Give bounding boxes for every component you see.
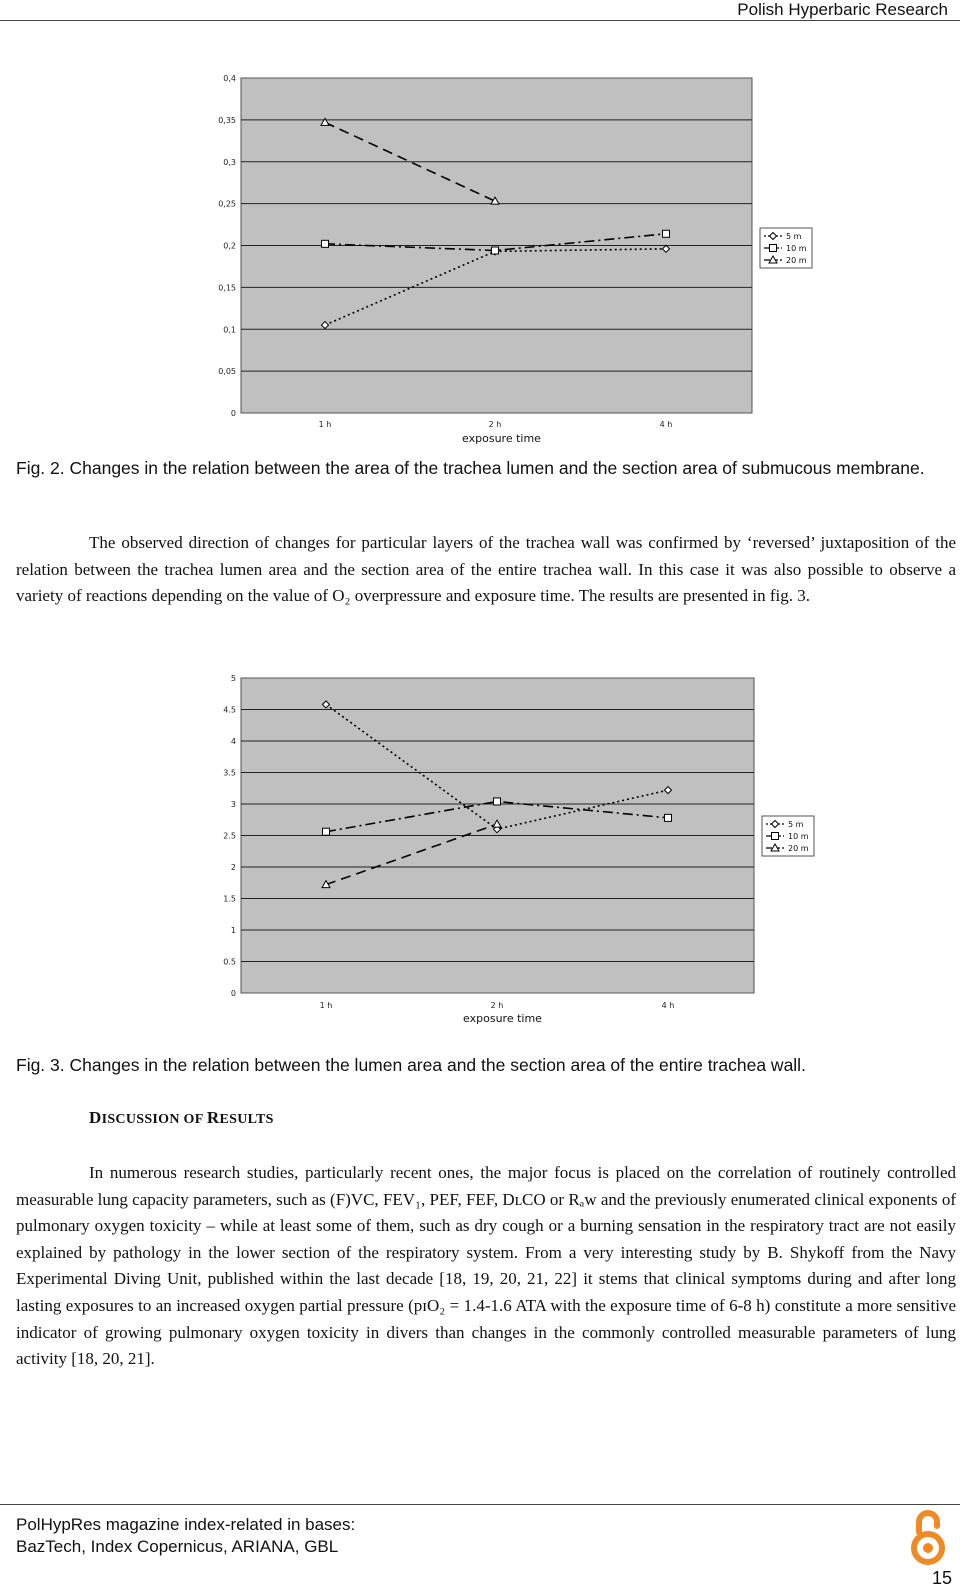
y-tick-label: 0 <box>230 989 236 998</box>
data-point <box>494 798 501 805</box>
y-tick-label: 4 <box>230 737 236 746</box>
legend-label: 20 m <box>788 844 809 853</box>
data-point <box>492 247 499 254</box>
y-tick-label: 1.5 <box>223 894 236 904</box>
journal-header: Polish Hyperbaric Research <box>737 0 948 19</box>
footer-line-1: PolHypRes magazine index-related in bases: <box>16 1515 356 1534</box>
header-rule <box>0 20 960 21</box>
x-tick-label: 1 h <box>318 420 332 429</box>
y-tick-label: 3.5 <box>223 768 236 778</box>
x-tick-label: 1 h <box>319 1001 333 1010</box>
legend-marker <box>770 245 777 252</box>
footer-line-2: BazTech, Index Copernicus, ARIANA, GBL <box>16 1537 339 1556</box>
y-tick-label: 0,35 <box>218 115 236 125</box>
legend-label: 5 m <box>786 232 802 241</box>
x-axis-label: exposure time <box>463 1012 542 1025</box>
fig3-chart <box>0 675 960 1045</box>
page-number: 15 <box>931 1568 952 1588</box>
paragraph-results: The observed direction of changes for particular layers of the trachea wall was confirmed by ‘reversed’ juxtaposition of the relation between the trachea lumen area and the section area of the entire trachea wall. In this case it was also possible to observe a variety of reactions depending on the value of O₂ overpressure and exposure time. The results are presented in fig. 3. <box>16 533 956 606</box>
y-tick-label: 1 <box>230 926 236 935</box>
heading-part: R <box>206 1108 220 1127</box>
data-point <box>663 230 670 237</box>
legend-label: 20 m <box>786 256 807 265</box>
x-tick-label: 4 h <box>661 1001 675 1010</box>
legend <box>762 816 814 856</box>
x-tick-label: 2 h <box>490 1001 504 1010</box>
heading-part: ISCUSSION OF <box>101 1112 207 1127</box>
legend-label: 10 m <box>786 244 807 253</box>
y-tick-label: 0,1 <box>223 325 236 335</box>
data-point <box>323 828 330 835</box>
footer-rule <box>0 1504 960 1505</box>
y-tick-label: 0,3 <box>223 157 236 167</box>
fig3-caption: Fig. 3. Changes in the relation between the lumen area and the section area of the entire trachea wall. <box>16 1055 806 1075</box>
y-tick-label: 0.5 <box>223 957 236 967</box>
legend-label: 10 m <box>788 832 809 841</box>
y-tick-label: 0,05 <box>218 367 236 377</box>
y-tick-label: 3 <box>230 800 236 809</box>
data-point <box>665 814 672 821</box>
y-tick-label: 0,4 <box>223 74 236 83</box>
y-tick-label: 2 <box>230 863 236 872</box>
y-tick-label: 5 <box>230 675 236 683</box>
x-tick-label: 2 h <box>488 420 502 429</box>
legend <box>760 228 812 268</box>
y-tick-label: 0,2 <box>223 241 236 251</box>
legend-label: 5 m <box>788 820 804 829</box>
open-access-icon <box>908 1508 948 1570</box>
heading-part: D <box>89 1108 102 1127</box>
y-tick-label: 0,25 <box>218 199 236 209</box>
data-point <box>322 240 329 247</box>
y-tick-label: 0,15 <box>218 283 236 293</box>
fig2-chart <box>0 70 960 455</box>
legend-marker <box>772 833 779 840</box>
y-tick-label: 4.5 <box>223 705 236 715</box>
y-tick-label: 0 <box>230 409 236 418</box>
x-tick-label: 4 h <box>659 420 673 429</box>
fig2-caption: Fig. 2. Changes in the relation between the area of the trachea lumen and the section area of submucous membrane. <box>16 458 925 478</box>
heading-part: ESULTS <box>219 1112 274 1127</box>
y-tick-label: 2.5 <box>223 831 236 841</box>
discussion-heading <box>89 1108 274 1128</box>
paragraph-discussion: In numerous research studies, particularly recent ones, the major focus is placed on the correlation of routinely controlled measurable lung capacity parameters, such as (F)VC, FEV₁, PEF, FEF, DʟCO or Rₐw and the previously enumerated clinical exponents of pulmonary oxygen toxicity – while at least some of them, such as dry cough or a burning sensation in the respiratory tract are not easily explained by pathology in the lower section of the respiratory system. From a very interesting study by B. Shykoff from the Navy Experimental Diving Unit, published within the last decade [18, 19, 20, 21, 22] it stems that clinical symptoms during and after long lasting exposures to an increased oxygen partial pressure (pɪO₂ = 1.4-1.6 ATA with the exposure time of 6-8 h) constitute a more sensitive indicator of growing pulmonary oxygen toxicity in divers than changes in the commonly controlled measurable parameters of lung activity [18, 20, 21]. <box>16 1163 956 1369</box>
x-axis-label: exposure time <box>462 432 541 445</box>
